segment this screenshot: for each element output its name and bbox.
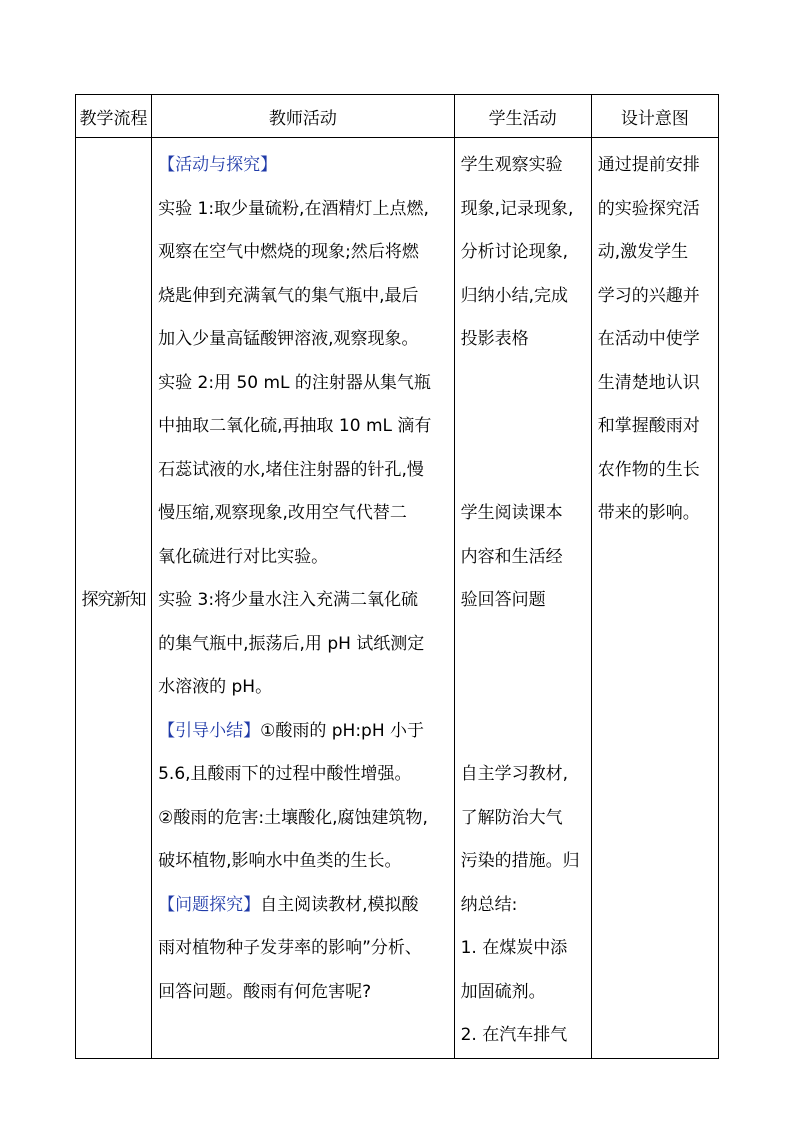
student-line: 纳总结:: [460, 894, 518, 915]
teacher-activity-cell: [152, 138, 454, 1059]
student-line: [461, 405, 591, 449]
student-line: [461, 362, 591, 406]
teacher-line: [158, 449, 453, 493]
teacher-line: [158, 753, 453, 797]
teacher-line-text: 实验 3:将少量水注入充满二氧化硫: [158, 590, 419, 610]
teacher-line: [158, 318, 453, 362]
body-row: [76, 138, 719, 1059]
student-line: 分析讨论现象,: [460, 242, 568, 262]
teacher-line: [158, 927, 453, 971]
student-line: 污染的措施。归: [460, 851, 580, 871]
student-line: 加固硫剂。: [460, 981, 546, 1002]
lesson-plan-table: [75, 94, 719, 1059]
intent-line: 和掌握酸雨对: [597, 416, 700, 436]
student-line: 内容和生活经: [460, 546, 563, 567]
teacher-line-text: 的集气瓶中,振荡后,用 pH 试纸测定: [158, 633, 425, 654]
intent-line: 动,激发学生: [597, 242, 689, 262]
student-line: 归纳小结,完成: [460, 285, 568, 306]
student-activity-text: [455, 138, 591, 1058]
teacher-line-text: 石蕊试液的水,堵住注射器的针孔,慢: [158, 459, 424, 480]
teacher-line: [158, 144, 453, 188]
teacher-line-text: 实验 2:用 50 mL 的注射器从集气瓶: [158, 372, 431, 393]
teacher-line-text: 自主阅读教材,模拟酸: [260, 894, 419, 915]
teacher-line: [158, 579, 453, 623]
intent-line: 生清楚地认识: [597, 372, 700, 393]
teacher-line-text: ①酸雨的 pH:pH 小于: [260, 720, 425, 741]
teacher-line: [158, 623, 453, 667]
stage-cell: [76, 138, 152, 1059]
header-process: 教学流程: [76, 95, 152, 138]
intent-line: 通过提前安排: [597, 155, 700, 175]
student-line: [461, 710, 591, 754]
header-student: 学生活动: [454, 95, 591, 138]
teacher-line: [158, 884, 453, 928]
teacher-line-text: 烧匙伸到充满氧气的集气瓶中,最后: [158, 285, 419, 306]
student-line: 自主学习教材,: [460, 764, 568, 784]
teacher-line: [158, 971, 453, 1015]
teacher-line: [158, 666, 453, 710]
intent-line: 带来的影响。: [597, 503, 700, 523]
teacher-line: [158, 275, 453, 319]
student-line: 学生观察实验: [460, 155, 563, 175]
student-line: 1. 在煤炭中添: [460, 938, 568, 958]
student-line: 学生阅读课本: [460, 503, 563, 523]
teacher-line: [158, 231, 453, 275]
section-tag: 【引导小结】: [158, 720, 261, 741]
intent-line: 学习的兴趣并: [597, 285, 700, 306]
teacher-line-text: 观察在空气中燃烧的现象;然后将燃: [158, 242, 419, 262]
student-line: 2. 在汽车排气: [460, 1025, 568, 1045]
stage-label: 探究新知: [81, 590, 146, 611]
teacher-line-text: 水溶液的 pH。: [158, 677, 273, 697]
design-intent-cell: [591, 138, 718, 1059]
teacher-line: [158, 710, 453, 754]
teacher-line-text: ②酸雨的危害:土壤酸化,腐蚀建筑物,: [158, 807, 428, 828]
student-line: 现象,记录现象,: [460, 198, 574, 219]
header-row: [76, 95, 719, 138]
teacher-line: [158, 405, 453, 449]
teacher-line: [158, 840, 453, 884]
teacher-line-text: 回答问题。酸雨有何危害呢?: [158, 981, 372, 1002]
teacher-line-text: 雨对植物种子发芽率的影响”分析、: [158, 938, 422, 958]
teacher-line: [158, 797, 453, 841]
intent-line: 农作物的生长: [597, 459, 700, 480]
teacher-line: [158, 362, 453, 406]
teacher-line-text: 5.6,且酸雨下的过程中酸性增强。: [158, 764, 412, 784]
teacher-line-text: 慢压缩,观察现象,改用空气代替二: [158, 503, 407, 523]
section-tag: 【活动与探究】: [158, 155, 278, 175]
student-line: [461, 623, 591, 667]
intent-line: 在活动中使学: [597, 329, 700, 349]
teacher-line: [158, 536, 453, 580]
header-teacher: 教师活动: [152, 95, 454, 138]
student-activity-cell: [454, 138, 591, 1059]
student-line: 了解防治大气: [460, 807, 563, 828]
student-line: [461, 449, 591, 493]
student-line: [461, 666, 591, 710]
teacher-activity-text: [152, 138, 453, 1014]
section-tag: 【问题探究】: [158, 894, 261, 915]
teacher-line-text: 氧化硫进行对比实验。: [158, 546, 329, 567]
teacher-line-text: 加入少量高锰酸钾溶液,观察现象。: [158, 329, 419, 349]
header-intent: 设计意图: [591, 95, 718, 138]
teacher-line-text: 实验 1:取少量硫粉,在酒精灯上点燃,: [158, 198, 429, 219]
intent-line: 的实验探究活: [597, 198, 700, 219]
student-line: 验回答问题: [460, 590, 546, 610]
design-intent-text: [592, 138, 718, 536]
teacher-line: [158, 188, 453, 232]
teacher-line-text: 破坏植物,影响水中鱼类的生长。: [158, 851, 402, 871]
teacher-line-text: 中抽取二氧化硫,再抽取 10 mL 滴有: [158, 416, 432, 436]
teacher-line: [158, 492, 453, 536]
student-line: 投影表格: [460, 329, 529, 349]
